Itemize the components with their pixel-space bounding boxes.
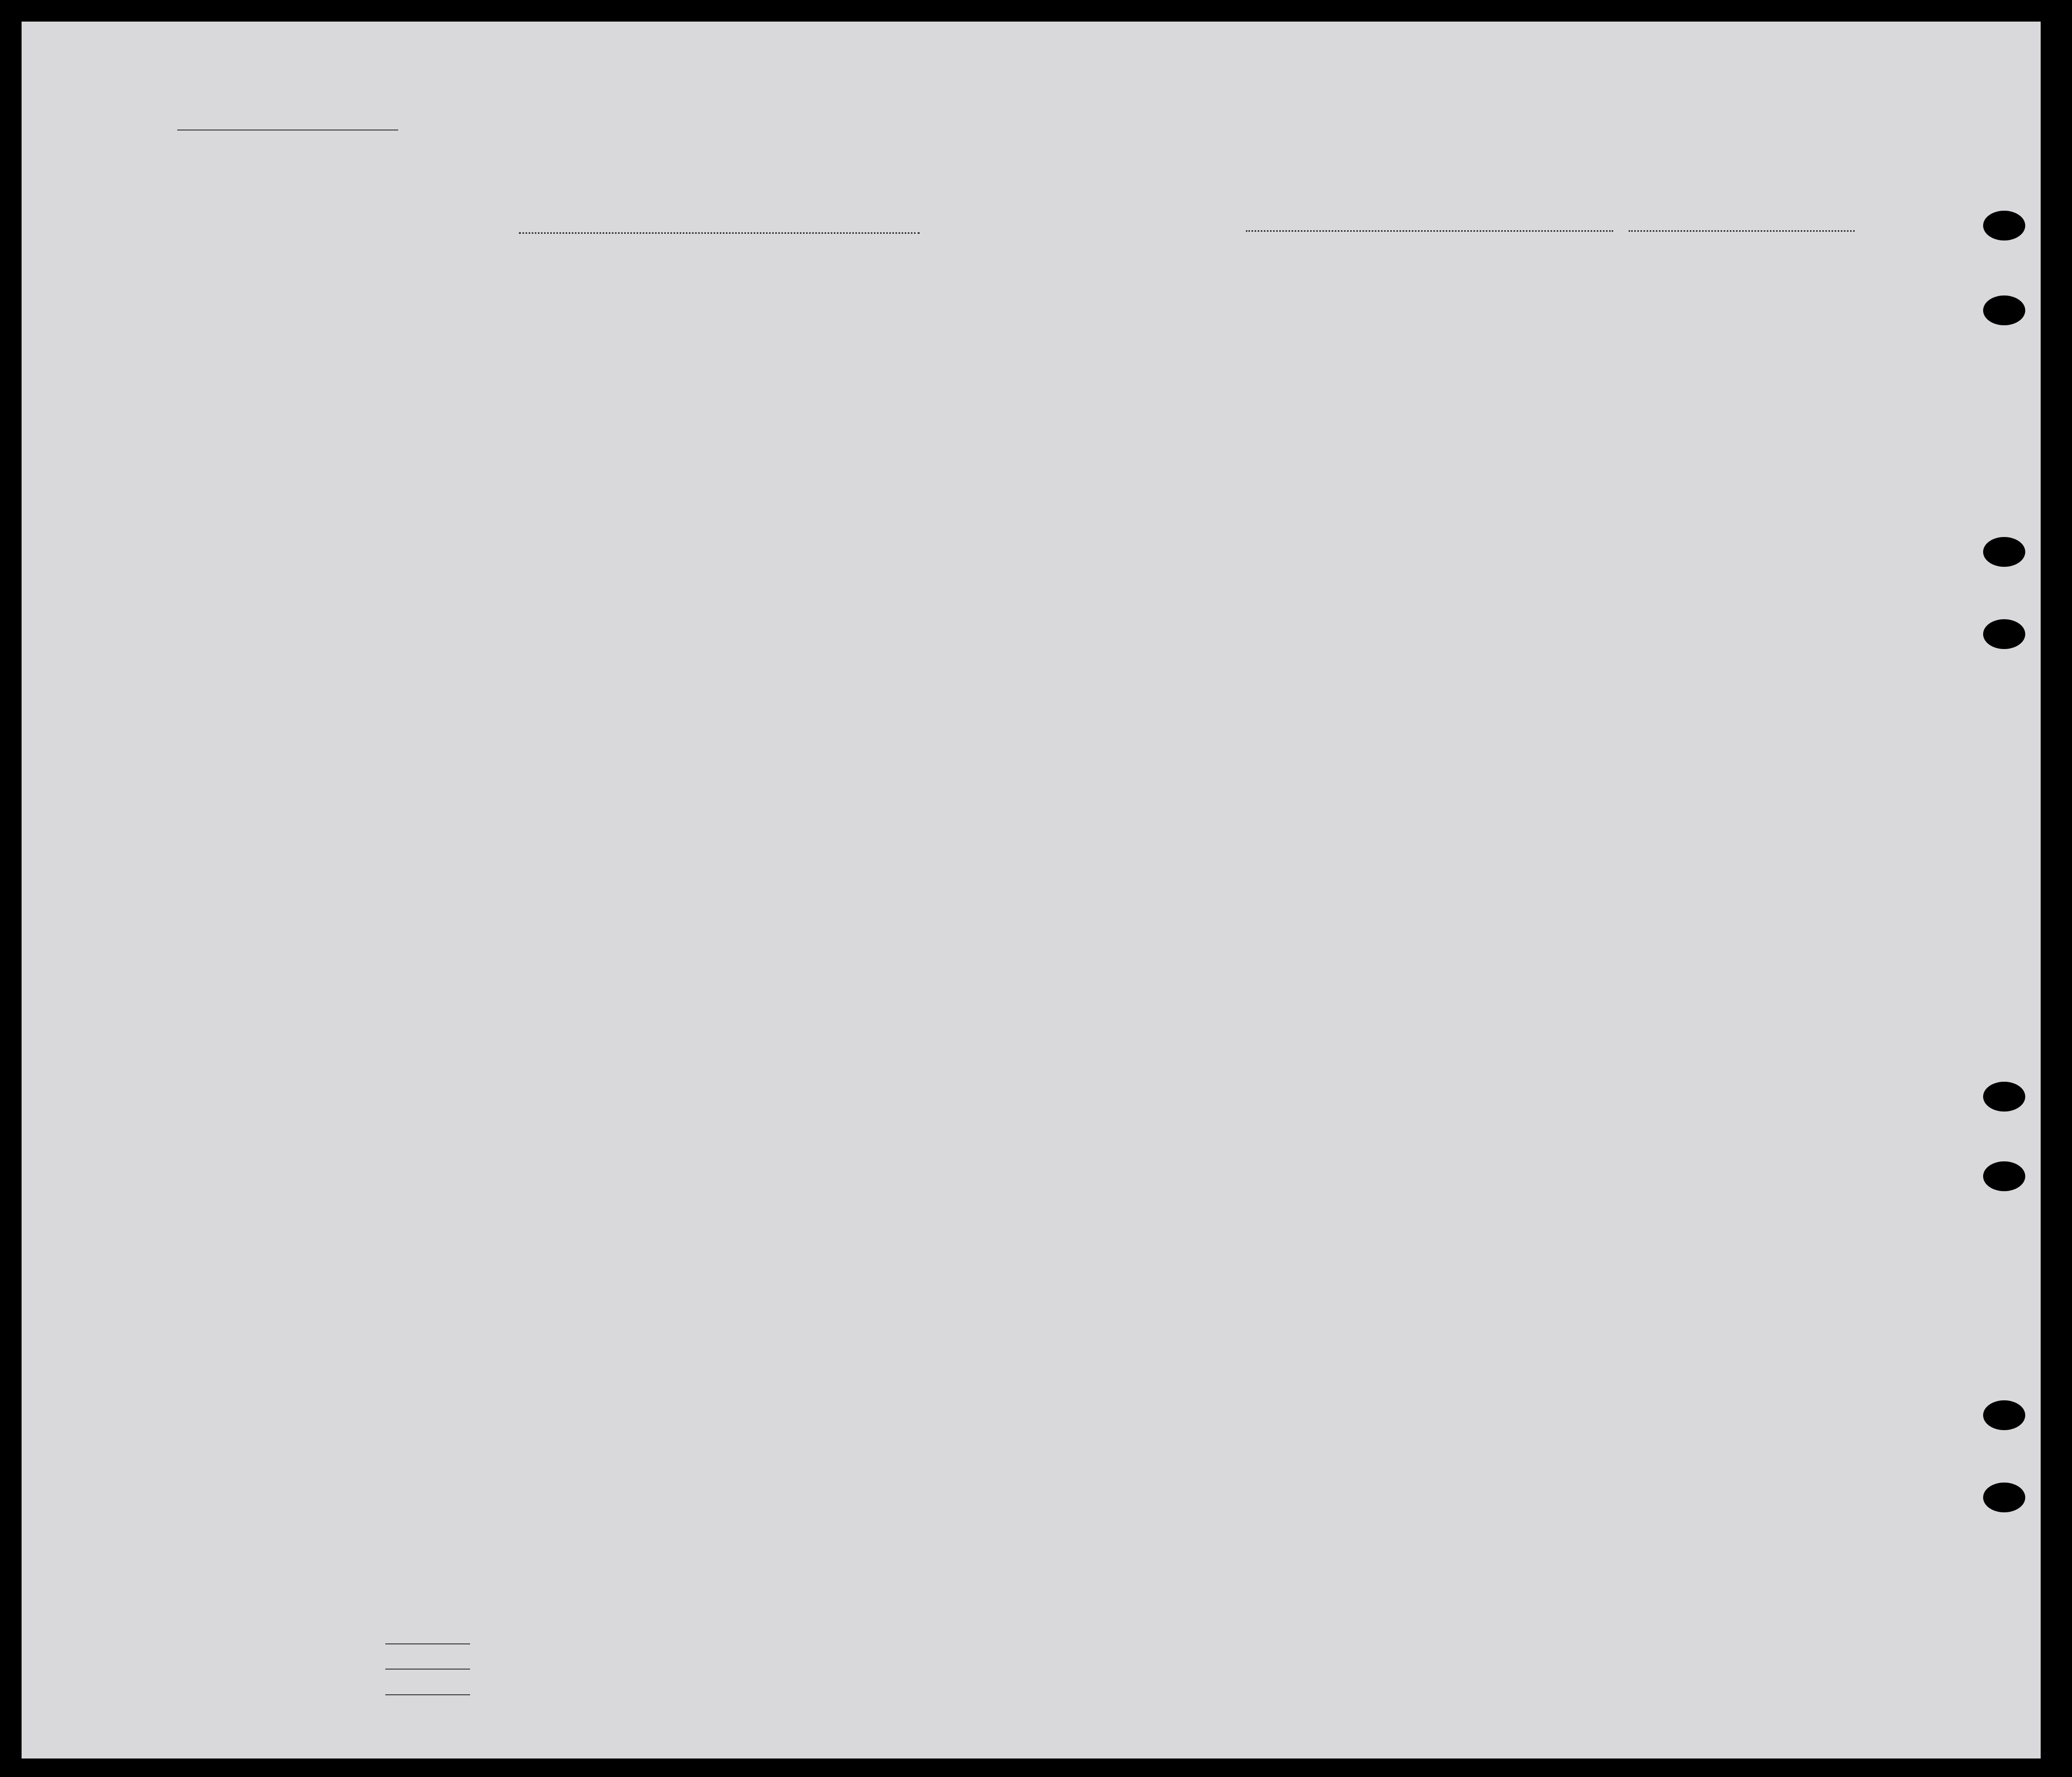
- punch-hole: [1983, 537, 2025, 567]
- punch-hole: [1983, 1483, 2025, 1512]
- us-citizens-field[interactable]: [385, 1669, 470, 1670]
- punch-hole: [1983, 619, 2025, 649]
- punch-hole: [1983, 1400, 2025, 1430]
- punch-hole: [1983, 1082, 2025, 1112]
- total-passengers-field[interactable]: [385, 1643, 470, 1644]
- aliens-field[interactable]: [385, 1694, 470, 1695]
- punch-hole: [1983, 295, 2025, 325]
- punch-hole: [1983, 1161, 2025, 1191]
- punch-hole: [1983, 211, 2025, 240]
